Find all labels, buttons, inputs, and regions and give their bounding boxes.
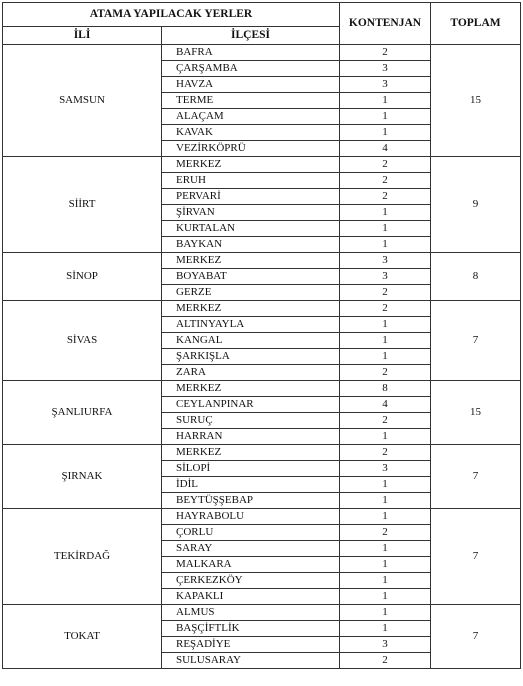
district-cell: PERVARİ [162, 189, 340, 205]
district-cell: KURTALAN [162, 221, 340, 237]
header-ilce: İLÇESİ [162, 27, 340, 45]
district-cell: MERKEZ [162, 445, 340, 461]
total-cell: 8 [431, 253, 521, 301]
quota-cell: 8 [340, 381, 431, 397]
quota-cell: 3 [340, 253, 431, 269]
quota-cell: 1 [340, 349, 431, 365]
total-cell: 7 [431, 509, 521, 605]
district-cell: ÇARŞAMBA [162, 61, 340, 77]
table-row [3, 301, 521, 317]
quota-cell: 3 [340, 637, 431, 653]
table-row [3, 445, 521, 461]
district-cell: ALMUS [162, 605, 340, 621]
district-cell: SİLOPİ [162, 461, 340, 477]
district-cell: HAVZA [162, 77, 340, 93]
quota-cell: 1 [340, 573, 431, 589]
district-cell: TERME [162, 93, 340, 109]
district-cell: BAYKAN [162, 237, 340, 253]
district-cell: BAŞÇİFTLİK [162, 621, 340, 637]
province-cell: SİVAS [3, 301, 162, 381]
header-il: İLİ [3, 27, 162, 45]
total-cell: 7 [431, 445, 521, 509]
quota-cell: 3 [340, 461, 431, 477]
district-cell: BEYTÜŞŞEBAP [162, 493, 340, 509]
district-cell: ZARA [162, 365, 340, 381]
quota-cell: 2 [340, 365, 431, 381]
district-cell: GERZE [162, 285, 340, 301]
district-cell: ERUH [162, 173, 340, 189]
quota-cell: 1 [340, 605, 431, 621]
quota-cell: 4 [340, 141, 431, 157]
district-cell: KAPAKLI [162, 589, 340, 605]
quota-cell: 3 [340, 77, 431, 93]
table-row [3, 253, 521, 269]
district-cell: REŞADİYE [162, 637, 340, 653]
quota-cell: 2 [340, 301, 431, 317]
quota-cell: 2 [340, 45, 431, 61]
total-cell: 7 [431, 301, 521, 381]
quota-cell: 2 [340, 173, 431, 189]
province-cell: ŞIRNAK [3, 445, 162, 509]
district-cell: KANGAL [162, 333, 340, 349]
province-cell: SİİRT [3, 157, 162, 253]
quota-cell: 1 [340, 589, 431, 605]
quota-cell: 2 [340, 445, 431, 461]
quota-cell: 1 [340, 93, 431, 109]
quota-cell: 2 [340, 525, 431, 541]
total-cell: 9 [431, 157, 521, 253]
quota-cell: 2 [340, 285, 431, 301]
quota-cell: 1 [340, 125, 431, 141]
district-cell: İDİL [162, 477, 340, 493]
quota-cell: 2 [340, 189, 431, 205]
province-cell: TOKAT [3, 605, 162, 669]
quota-cell: 1 [340, 557, 431, 573]
quota-cell: 1 [340, 237, 431, 253]
table-header [3, 3, 521, 45]
province-cell: SAMSUN [3, 45, 162, 157]
district-cell: MERKEZ [162, 157, 340, 173]
quota-cell: 1 [340, 509, 431, 525]
quota-cell: 1 [340, 541, 431, 557]
district-cell: CEYLANPINAR [162, 397, 340, 413]
province-cell: TEKİRDAĞ [3, 509, 162, 605]
district-cell: MALKARA [162, 557, 340, 573]
district-cell: ALAÇAM [162, 109, 340, 125]
district-cell: SARAY [162, 541, 340, 557]
district-cell: MERKEZ [162, 253, 340, 269]
header-toplam: TOPLAM [431, 3, 521, 45]
district-cell: HAYRABOLU [162, 509, 340, 525]
quota-cell: 1 [340, 205, 431, 221]
quota-cell: 2 [340, 157, 431, 173]
district-cell: HARRAN [162, 429, 340, 445]
header-kontenjan: KONTENJAN [340, 3, 431, 45]
table-row [3, 45, 521, 61]
district-cell: BAFRA [162, 45, 340, 61]
table-row [3, 157, 521, 173]
district-cell: ŞARKIŞLA [162, 349, 340, 365]
quota-cell: 1 [340, 221, 431, 237]
quota-cell: 1 [340, 109, 431, 125]
header-row-1 [3, 3, 521, 27]
district-cell: VEZİRKÖPRÜ [162, 141, 340, 157]
total-cell: 15 [431, 45, 521, 157]
province-cell: SİNOP [3, 253, 162, 301]
quota-cell: 1 [340, 477, 431, 493]
table-row [3, 509, 521, 525]
quota-cell: 4 [340, 397, 431, 413]
total-cell: 7 [431, 605, 521, 669]
assignment-table [2, 2, 521, 669]
district-cell: SULUSARAY [162, 653, 340, 669]
quota-cell: 1 [340, 493, 431, 509]
district-cell: BOYABAT [162, 269, 340, 285]
province-cell: ŞANLIURFA [3, 381, 162, 445]
table-row [3, 381, 521, 397]
quota-cell: 1 [340, 621, 431, 637]
district-cell: MERKEZ [162, 301, 340, 317]
quota-cell: 1 [340, 333, 431, 349]
district-cell: ŞİRVAN [162, 205, 340, 221]
quota-cell: 2 [340, 413, 431, 429]
district-cell: SURUÇ [162, 413, 340, 429]
district-cell: ALTINYAYLA [162, 317, 340, 333]
district-cell: KAVAK [162, 125, 340, 141]
quota-cell: 1 [340, 429, 431, 445]
district-cell: MERKEZ [162, 381, 340, 397]
quota-cell: 2 [340, 653, 431, 669]
district-cell: ÇERKEZKÖY [162, 573, 340, 589]
district-cell: ÇORLU [162, 525, 340, 541]
table-body [3, 45, 521, 669]
quota-cell: 3 [340, 269, 431, 285]
quota-cell: 3 [340, 61, 431, 77]
total-cell: 15 [431, 381, 521, 445]
quota-cell: 1 [340, 317, 431, 333]
table-row [3, 605, 521, 621]
header-title: ATAMA YAPILACAK YERLER [3, 3, 340, 27]
